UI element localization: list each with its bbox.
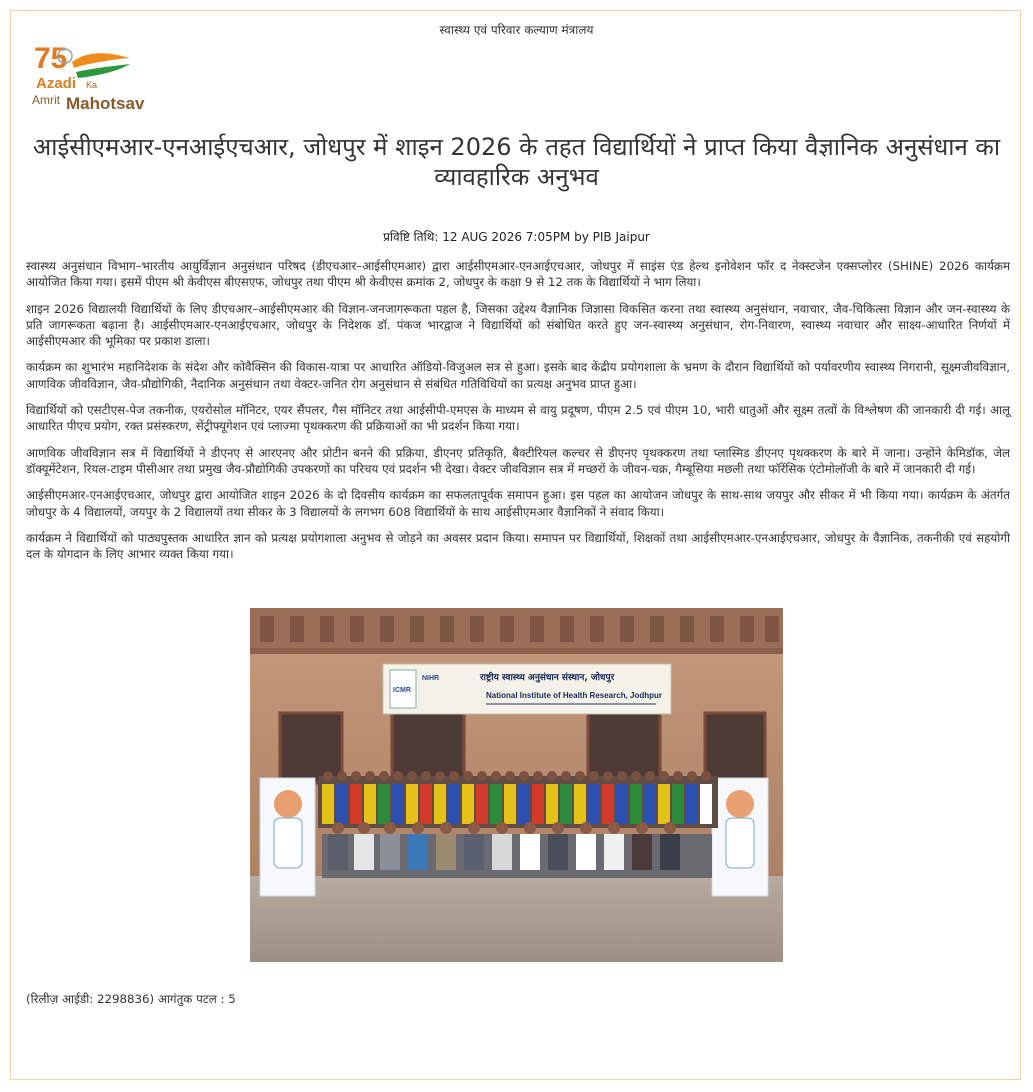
paragraph-3: कार्यक्रम का शुभारंभ महानिदेशक के संदेश और कोवैक्सिन की विकास-यात्रा पर आधारित ऑडियो-विजुअल सत्र से हुआ। इसके बाद केंद्रीय प्रयोगशाला के भ्रमण के दौरान विद्यार्थियों को पर्यावरणीय स्वास्थ्य निगरानी, सूक्ष्मजीवविज्ञान, आणविक जीवविज्ञान, जैव-प्रौद्योगिकी, नैदानिक अनुसंधान तथा वेक्टर-जनित रोग अनुसंधान से संबंधित गतिविधियों का प्रत्यक्ष अनुभव प्राप्त हुआ। — [26, 360, 1010, 391]
photo-sign-logo-icmr: ICMR — [393, 687, 411, 694]
paragraph-1: स्वास्थ्य अनुसंधान विभाग–भारतीय आयुर्विज्ञान अनुसंधान परिषद (डीएचआर–आईसीएमआर) द्वारा आईसीएमआर-एनआईएचआर, जोधपुर में साइंस एंड हेल्थ इनोवेशन फॉर द नेक्स्टजेन एक्सप्लोरर (SHINE) 2026 कार्यक्रम आयोजित किया गया। इसमें पीएम श्री केवीएस बीएसएफ, जोधपुर तथा पीएम श्री केवीएस क्रमांक 2, जोधपुर के कक्षा 9 से 12 तक के विद्यार्थियों ने भाग लिया। — [26, 259, 1010, 290]
logo-mahotsav: Mahotsav — [66, 94, 145, 113]
article-title: आईसीएमआर-एनआईएचआर, जोधपुर में शाइन 2026 के तहत विद्यार्थियों ने प्राप्त किया वैज्ञानिक अनुसंधान का व्यावहारिक अनुभव — [32, 133, 1001, 191]
paragraph-4: विद्यार्थियों को एसटीएस-पेज तकनीक, एयरोसोल मॉनिटर, एयर सैंपलर, गैस मॉनिटर तथा आईसीपी-एमएस के माध्यम से वायु प्रदूषण, पीएम 2.5 एवं पीएम 10, भारी धातुओं और सूक्ष्म तत्वों के विश्लेषण की जानकारी दी गई। आलू आधारित पीएच प्रयोग, रक्त प्रसंस्करण, सेंट्रीफ्यूगेशन एवं प्लाज्मा पृथक्करण की प्रक्रियाओं का भी प्रदर्शन किया गया। — [26, 403, 1010, 434]
paragraph-6: आईसीएमआर-एनआईएचआर, जोधपुर द्वारा आयोजित शाइन 2026 के दो दिवसीय कार्यक्रम का सफलतापूर्वक समापन हुआ। इस पहल का आयोजन जोधपुर के साथ-साथ जयपुर और सीकर में भी किया गया। कार्यक्रम के अंतर्गत जोधपुर के 4 विद्यालयों, जयपुर के 2 विद्यालयों तथा सीकर के 3 विद्यालयों के लगभग 608 विद्यार्थियों के साथ आईसीएमआर वैज्ञानिकों ने संवाद किया। — [26, 488, 1010, 519]
group-photo — [250, 608, 783, 962]
photo-sign-hindi: राष्ट्रीय स्वास्थ्य अनुसंधान संस्थान, जोधपुर — [480, 673, 615, 683]
paragraph-7: कार्यक्रम ने विद्यार्थियों को पाठ्यपुस्तक आधारित ज्ञान को प्रत्यक्ष प्रयोगशाला अनुभव से जोड़ने का अवसर प्रदान किया। समापन पर विद्यार्थियों, शिक्षकों तथा आईसीएमआर-एनआईएचआर, जोधपुर के वैज्ञानिक, तकनीकी एवं सहयोगी दल के योगदान के लिए आभार व्यक्त किया गया। — [26, 530, 1010, 562]
release-info: (रिलीज़ आईडी: 2298836) आगंतुक पटल : 5 — [26, 992, 236, 1006]
ministry-name: स्वास्थ्य एवं परिवार कल्याण मंत्रालय — [439, 23, 594, 37]
paragraph-5: आणविक जीवविज्ञान सत्र में विद्यार्थियों ने डीएनए से आरएनए और प्रोटीन बनने की प्रक्रिया, डीएनए प्रतिकृति, बैक्टीरियल कल्चर से डीएनए पृथक्करण तथा प्लास्मिड डीएनए पृथक्करण के बारे में जाना। उन्होंने केमिडॉक, जेल डॉक्यूमेंटेशन, रियल-टाइम पीसीआर तथा प्रमुख जैव-प्रौद्योगिकी उपकरणों का परिचय एवं प्रदर्शन भी देखा। वेक्टर जीवविज्ञान सत्र में मच्छरों के जीवन-चक्र, गैम्बूसिया मछली तथा फॉरेंसिक एंटोमोलॉजी के बारे में जानकारी दी गई। — [26, 445, 1010, 476]
azadi-ka-amrit-mahotsav-logo — [30, 38, 160, 116]
logo-amrit: Amrit — [32, 93, 60, 107]
logo-azadi: Azadi — [36, 75, 77, 92]
article-body — [26, 258, 1010, 572]
photo-sign-logo-nihr: NIHR — [422, 675, 440, 682]
logo-number: 75 — [34, 42, 68, 75]
paragraph-2: शाइन 2026 विद्यालयी विद्यार्थियों के लिए डीएचआर–आईसीएमआर की विज्ञान-जनजागरूकता पहल है, जिसका उद्देश्य वैज्ञानिक जिज्ञासा विकसित करना तथा स्वास्थ्य अनुसंधान, नवाचार, जैव-चिकित्सा विज्ञान और जन-स्वास्थ्य के प्रति जागरूकता बढ़ाना है। आईसीएमआर-एनआईएचआर, जोधपुर के निदेशक डॉ. पंकज भारद्वाज ने विद्यार्थियों को संबोधित करते हुए जन-स्वास्थ्य अनुसंधान, रोग-निवारण, स्वास्थ्य नवाचार और साक्ष्य-आधारित निर्णयों में आईसीएमआर की भूमिका पर प्रकाश डाला। — [26, 301, 1011, 349]
posted-date: प्रविष्टि तिथि: 12 AUG 2026 7:05PM by PIB Jaipur — [383, 230, 650, 244]
logo-ka: Ka — [86, 80, 98, 90]
photo-sign-english: National Institute of Health Research, Jodhpur — [486, 691, 663, 700]
